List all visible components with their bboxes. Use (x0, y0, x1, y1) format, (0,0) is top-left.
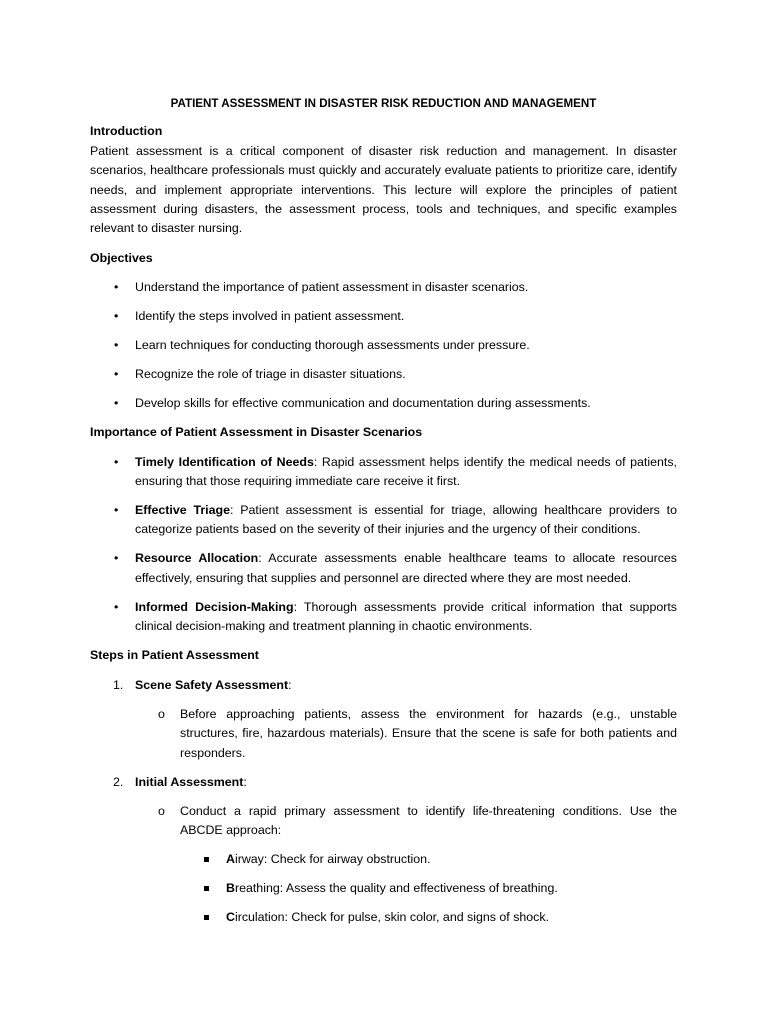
bullet-icon: • (114, 338, 119, 353)
term-label: Timely Identification of Needs (135, 454, 314, 469)
steps-list (90, 773, 677, 792)
bullet-icon: • (114, 599, 119, 614)
list-item: 1. Scene Safety Assessment: (90, 676, 677, 695)
list-item: 2. Initial Assessment: (90, 773, 677, 792)
list-item: • Informed Decision-Making: Thorough assessments provide critical information that supports clinical decision-making and treatment planning in chaotic environments. (114, 599, 677, 634)
list-item: • Develop skills for effective communication and documentation during assessments. (90, 394, 677, 413)
step-number: 2. (113, 774, 124, 789)
bullet-icon: • (114, 396, 119, 411)
circle-bullet-icon: o (158, 803, 165, 818)
importance-list (90, 453, 677, 637)
circle-bullet-icon: o (158, 706, 165, 721)
step-detail: o Before approaching patients, assess the environment for hazards (e.g., unstable structures, fire, hazardous materials). Ensure that the scene is safe for both patients and responders. (158, 706, 677, 760)
list-item: • Identify the steps involved in patient assessment. (90, 307, 677, 326)
list-item: • Timely Identification of Needs: Rapid assessment helps identify the medical needs of patients, ensuring that those requiring immediate care receive it first. (114, 454, 677, 489)
abcde-item: Airway: Check for airway obstruction. (226, 851, 431, 866)
term-label: Effective Triage (135, 503, 230, 518)
step-title: Initial Assessment (135, 774, 244, 789)
objectives-heading: Objectives (90, 250, 153, 265)
intro-heading: Introduction (90, 124, 163, 139)
bullet-icon: • (114, 503, 119, 518)
steps-list (90, 676, 677, 695)
list-item: • Recognize the role of triage in disaster situations. (90, 365, 677, 384)
bullet-icon: • (114, 551, 119, 566)
term-label: Resource Allocation (135, 551, 259, 566)
bullet-icon: • (114, 280, 119, 295)
document-content (90, 94, 677, 937)
bullet-icon: • (114, 309, 119, 324)
objectives-list (90, 278, 677, 413)
intro-paragraph: Patient assessment is a critical component of disaster risk reduction and management. In disaster scenarios, healthcare professionals must quickly and accurately evaluate patients to prioritize care, identify needs, and implement appropriate interventions. This lecture will explore the principles of patient assessment during disasters, the assessment process, tools and techniques, and specific examples relevant to disaster nursing. (90, 143, 677, 236)
term-label: Informed Decision-Making (135, 599, 294, 614)
step-detail: o Conduct a rapid primary assessment to identify life-threatening conditions. Use the ABCDE approach: (158, 803, 677, 837)
abcde-item: Breathing: Assess the quality and effectiveness of breathing. (226, 880, 558, 895)
list-item: • Effective Triage: Patient assessment is essential for triage, allowing healthcare providers to categorize patients based on the severity of their injuries and the urgency of their conditions. (114, 503, 678, 537)
step-number: 1. (113, 677, 124, 692)
list-item: • Understand the importance of patient assessment in disaster scenarios. (90, 278, 677, 297)
bullet-icon: • (114, 367, 119, 382)
document-title: PATIENT ASSESSMENT IN DISASTER RISK REDUCTION AND MANAGEMENT (170, 97, 597, 110)
steps-heading: Steps in Patient Assessment (90, 648, 259, 663)
bullet-icon: • (114, 454, 119, 469)
list-item: • Resource Allocation: Accurate assessments enable healthcare teams to allocate resources effectively, ensuring that supplies and personnel are directed where they are most needed. (114, 551, 677, 585)
step-title: Scene Safety Assessment (135, 677, 289, 692)
abcde-item: Circulation: Check for pulse, skin color, and signs of shock. (226, 909, 550, 924)
list-item: • Learn techniques for conducting thorough assessments under pressure. (90, 336, 677, 355)
importance-heading: Importance of Patient Assessment in Disaster Scenarios (90, 425, 423, 440)
